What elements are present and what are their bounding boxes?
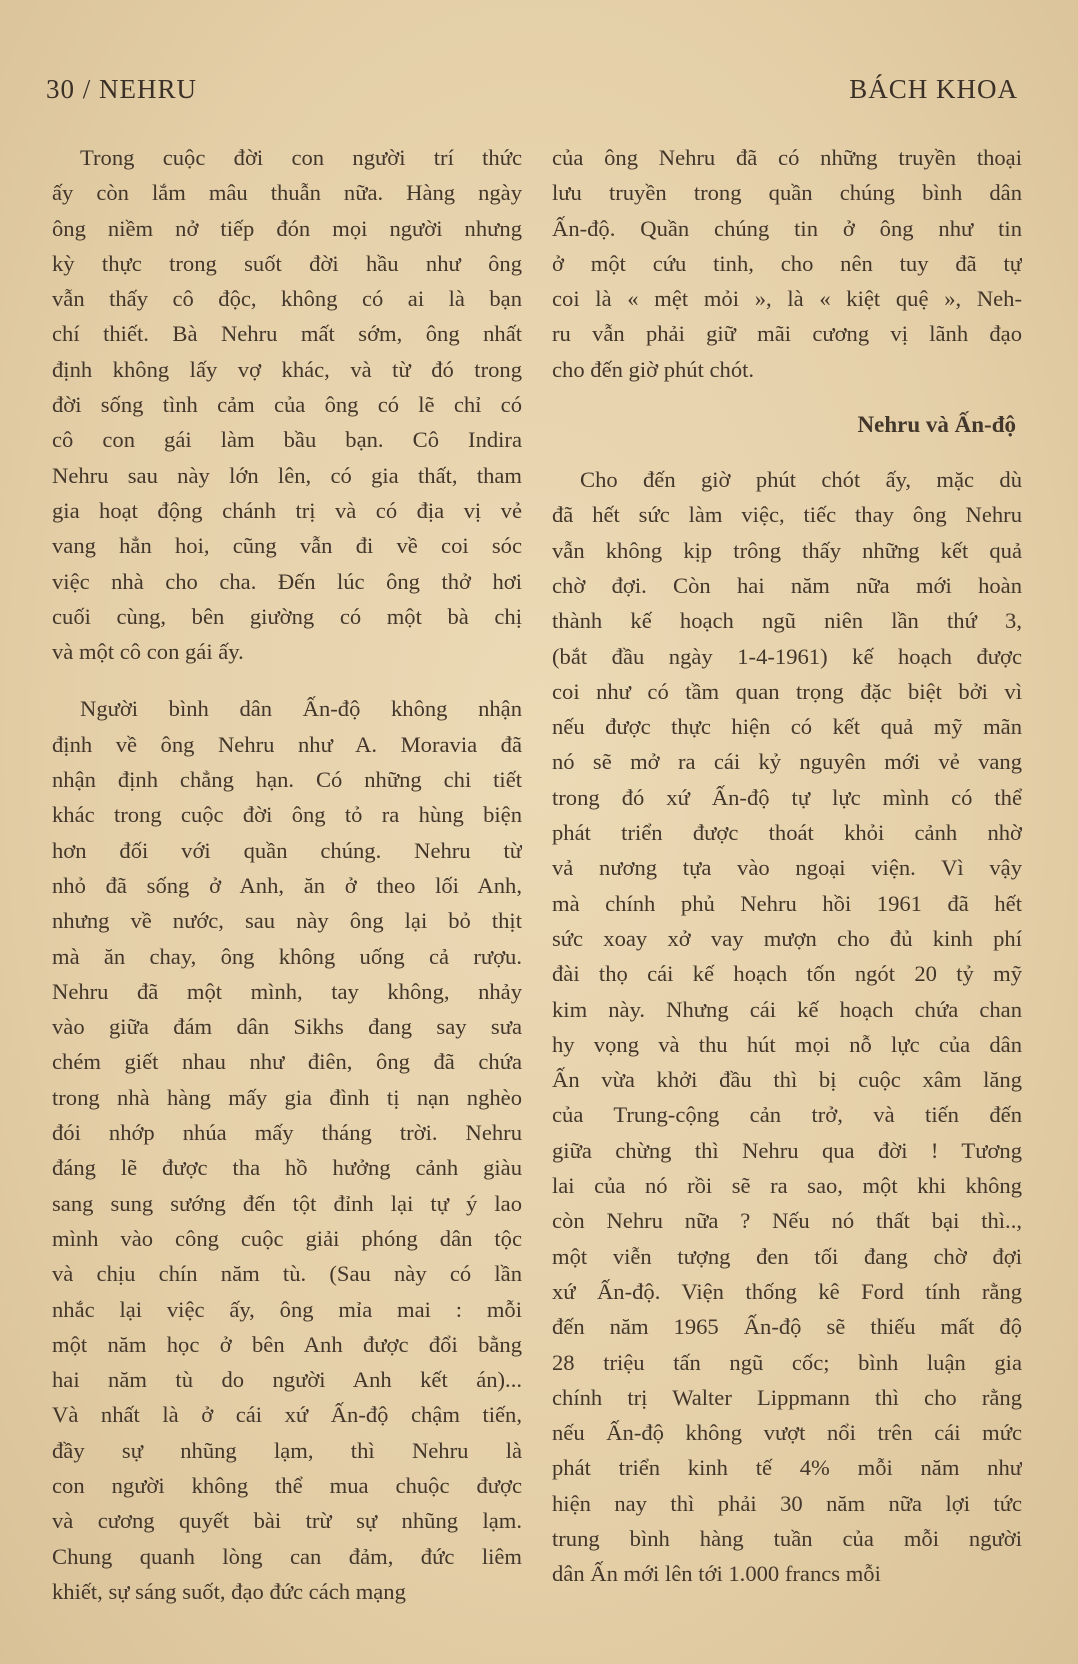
text-line: vang hẳn hoi, cũng vẫn đi về coi sóc: [52, 533, 522, 559]
text-line: gia hoạt động chánh trị và có địa vị vẻ: [52, 497, 522, 523]
text-line: và một cô con gái ấy.: [52, 639, 244, 665]
text-line: kỳ thực trong suốt đời hầu như ông: [52, 250, 522, 276]
text-line: phát triển kinh tế 4% mỗi năm như: [552, 1455, 1022, 1481]
text-line: và chịu chín năm tù. (Sau này có lần: [52, 1261, 522, 1287]
text-line: chém giết nhau như điên, ông đã chứa: [52, 1049, 522, 1075]
text-line: coi như có tầm quan trọng đặc biệt bởi vì: [552, 678, 1022, 704]
text-line: ông niềm nở tiếp đón mọi người nhưng: [52, 215, 522, 241]
text-line: của Trung-cộng cản trở, và tiến đến: [552, 1102, 1022, 1128]
text-line: trung bình hàng tuần của mỗi người: [552, 1525, 1022, 1551]
text-line: nhỏ đã sống ở Anh, ăn ở theo lối Anh,: [52, 872, 522, 898]
left-column: [52, 140, 522, 1609]
header-publication: BÁCH KHOA: [849, 74, 1018, 104]
text-line: hiện nay thì phải 30 năm nữa lợi tức: [552, 1490, 1022, 1516]
text-line: đầy sự nhũng lạm, thì Nehru là: [52, 1437, 522, 1463]
text-line: vẫn không kịp trông thấy những kết quả: [552, 537, 1022, 563]
text-line: Ấn-độ. Quần chúng tin ở ông như tin: [552, 215, 1022, 241]
text-line: đời sống tình cảm của ông có lẽ chỉ có: [52, 392, 522, 418]
text-line: đã hết sức làm việc, tiếc thay ông Nehru: [552, 502, 1022, 528]
text-line: cuối cùng, bên giường có một bà chị: [52, 603, 522, 629]
text-line: Cho đến giờ phút chót ấy, mặc dù: [580, 467, 1022, 493]
text-line: Trong cuộc đời con người trí thức: [80, 145, 522, 170]
text-line: nhưng về nước, sau này ông lại bỏ thịt: [52, 908, 522, 934]
text-line: trong nhà hàng mấy gia đình tị nạn nghèo: [52, 1084, 522, 1110]
paragraph-right-1: [552, 140, 1022, 387]
text-line: đáng lẽ được tha hồ hưởng cảnh giàu: [52, 1155, 522, 1181]
text-line: 28 triệu tấn ngũ cốc; bình luận gia: [552, 1349, 1022, 1375]
text-line: và cương quyết bài trừ sự nhũng lạm.: [52, 1508, 522, 1534]
section-heading: Nehru và Ấn-độ: [857, 412, 1016, 438]
text-line: phát triển được thoát khỏi cảnh nhờ: [552, 820, 1022, 846]
text-line: vào giữa đám dân Sikhs đang say sưa: [52, 1014, 522, 1040]
text-line: của ông Nehru đã có những truyền thoại: [552, 145, 1022, 170]
text-line: sức xoay xở vay mượn cho đủ kinh phí: [552, 925, 1022, 951]
text-line: nhận định chẳng hạn. Có những chi tiết: [52, 767, 522, 793]
text-line: đài thọ cái kế hoạch tốn ngót 20 tỷ mỹ: [552, 961, 1022, 987]
header-page-title: 30 / NEHRU: [46, 74, 197, 104]
text-line: hy vọng và thu hút mọi nỗ lực của dân: [552, 1031, 1022, 1057]
text-line: xứ Ấn-độ. Viện thống kê Ford tính rằng: [552, 1278, 1022, 1304]
text-line: Chung quanh lòng can đảm, đức liêm: [52, 1543, 522, 1569]
text-line: (bắt đầu ngày 1-4-1961) kế hoạch được: [552, 643, 1022, 669]
text-line: kim này. Nhưng cái kế hoạch chứa chan: [552, 996, 1022, 1022]
text-line: hơn đối với quần chúng. Nehru từ: [52, 837, 522, 863]
text-line: chờ đợi. Còn hai năm nữa mới hoàn: [552, 572, 1022, 598]
text-line: dân Ấn mới lên tới 1.000 francs mỗi: [552, 1561, 881, 1587]
text-line: lưu truyền trong quần chúng bình dân: [552, 180, 1022, 206]
paragraph-right-2: [552, 462, 1022, 1592]
text-line: việc nhà cho cha. Đến lúc ông thở hơi: [52, 568, 522, 594]
text-line: nhắc lại việc ấy, ông mỉa mai : mỗi: [52, 1296, 522, 1322]
text-line: Và nhất là ở cái xứ Ấn-độ chậm tiến,: [52, 1402, 522, 1428]
text-line: Ấn vừa khởi đầu thì bị cuộc xâm lăng: [552, 1067, 1022, 1093]
text-line: đến năm 1965 Ấn-độ sẽ thiếu mất độ: [552, 1314, 1022, 1340]
paragraph-left-2: [52, 691, 522, 1609]
text-line: Nehru đã một mình, tay không, nhảy: [52, 978, 522, 1004]
text-line: Nehru sau này lớn lên, có gia thất, tham: [52, 462, 522, 488]
text-line: khác trong cuộc đời ông tỏ ra hùng biện: [52, 802, 522, 828]
text-line: sang sung sướng đến tột đỉnh lại tự ý lao: [52, 1190, 522, 1216]
text-line: ấy còn lắm mâu thuẫn nữa. Hàng ngày: [52, 180, 522, 206]
text-line: khiết, sự sáng suốt, đạo đức cách mạng: [52, 1578, 406, 1604]
text-line: chính trị Walter Lippmann thì cho rằng: [552, 1384, 1022, 1410]
paragraph-left-1: [52, 140, 522, 669]
text-line: trong đó xứ Ấn-độ tự lực mình có thể: [552, 784, 1022, 810]
text-line: coi là « mệt mỏi », là « kiệt quệ », Neh-: [552, 286, 1022, 312]
text-line: cho đến giờ phút chót.: [552, 356, 755, 382]
text-line: mà ăn chay, ông không uống cả rượu.: [52, 943, 522, 969]
right-column: [552, 140, 1022, 1592]
text-line: ở một cứu tinh, cho nên tuy đã tự: [552, 250, 1022, 276]
text-line: thành kế hoạch ngũ niên lần thứ 3,: [552, 608, 1022, 634]
text-line: định về ông Nehru như A. Moravia đã: [52, 731, 522, 757]
text-line: vẫn thấy cô độc, không có ai là bạn: [52, 286, 522, 312]
text-line: một viễn tượng đen tối đang chờ đợi: [552, 1243, 1022, 1269]
text-line: mà chính phủ Nehru hồi 1961 đã hết: [552, 890, 1022, 916]
text-line: mình vào công cuộc giải phóng dân tộc: [52, 1225, 522, 1251]
text-line: vả nương tựa vào ngoại viện. Vì vậy: [552, 855, 1022, 881]
text-line: một năm học ở bên Anh được đổi bằng: [52, 1331, 522, 1357]
text-line: ru vẫn phải giữ mãi cương vị lãnh đạo: [552, 321, 1022, 347]
text-line: nó sẽ mở ra cái kỷ nguyên mới vẻ vang: [552, 749, 1022, 775]
text-line: hai năm tù do người Anh kết án)...: [52, 1367, 522, 1393]
running-header: [46, 74, 1018, 105]
text-line: con người không thể mua chuộc được: [52, 1472, 522, 1498]
text-line: nếu được thực hiện có kết quả mỹ mãn: [552, 714, 1022, 740]
text-line: chí thiết. Bà Nehru mất sớm, ông nhất: [52, 321, 522, 347]
text-line: nếu Ấn-độ không vượt nổi trên cái mức: [552, 1420, 1022, 1446]
text-line: định không lấy vợ khác, và từ đó trong: [52, 356, 522, 382]
text-line: đói nhớp nhúa mấy tháng trời. Nehru: [52, 1120, 522, 1146]
text-line: còn Nehru nữa ? Nếu nó thất bại thì..,: [552, 1208, 1022, 1234]
text-line: Người bình dân Ấn-độ không nhận: [80, 696, 522, 722]
text-line: cô con gái làm bầu bạn. Cô Indira: [52, 427, 522, 453]
text-line: lai của nó rồi sẽ ra sao, một khi không: [552, 1173, 1022, 1199]
text-line: giữa chừng thì Nehru qua đời ! Tương: [552, 1137, 1022, 1163]
